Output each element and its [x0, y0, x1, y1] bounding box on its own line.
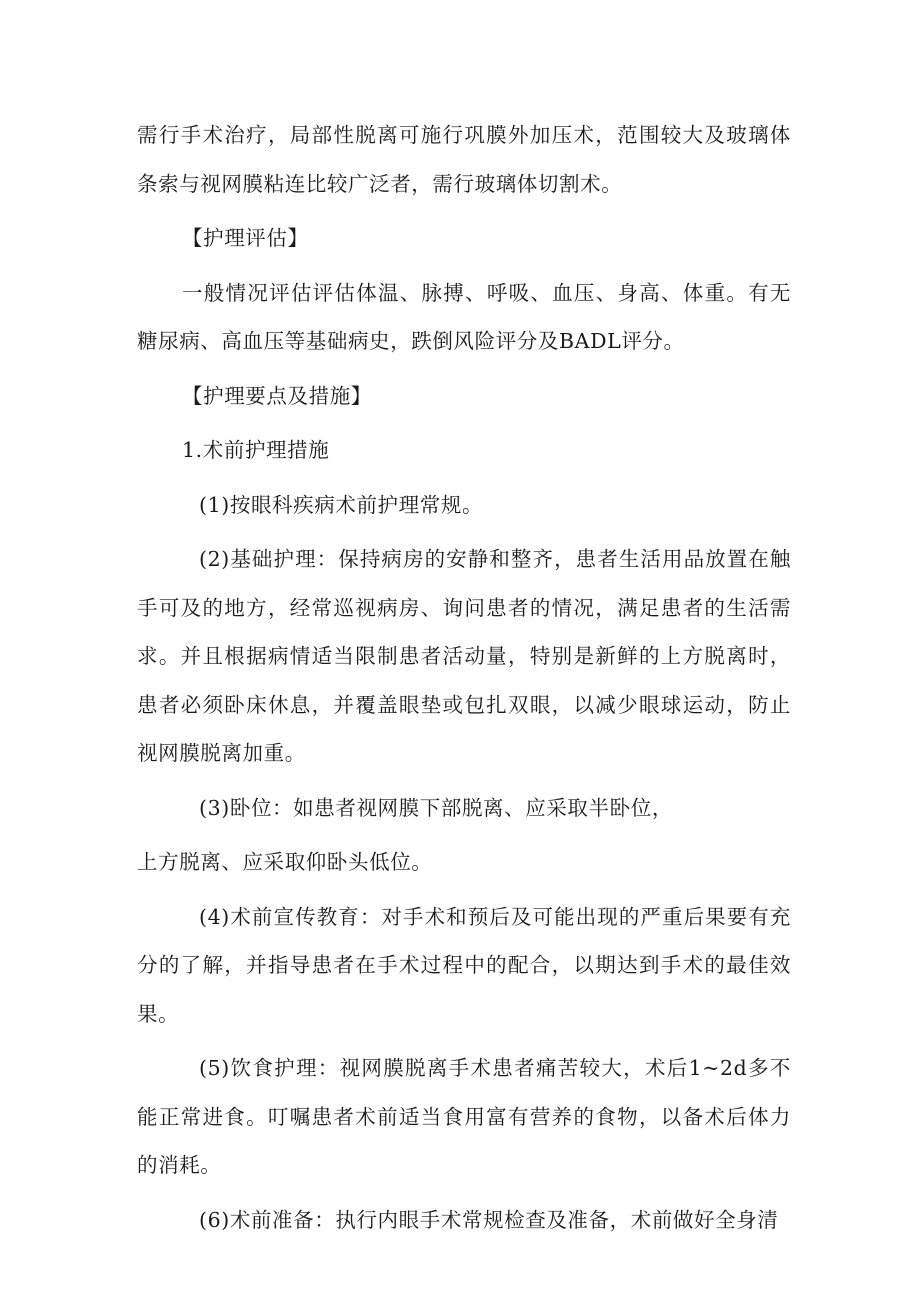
- section-heading-nursing-measures: 【护理要点及措施】: [182, 383, 372, 408]
- paragraph-general-assessment: 一般情况评估评估体温、脉搏、呼吸、血压、身高、体重。有无糖尿病、高血压等基础病史，跌倒风险评分及BADL评分。: [137, 280, 791, 353]
- subheading-preoperative-care: 1.术前护理措施: [182, 438, 330, 462]
- section-heading-nursing-assessment: 【护理评估】: [182, 226, 309, 250]
- item-1-routine-care: (1)按眼科疾病术前护理常规。: [199, 492, 484, 517]
- item-5-diet-care: (5)饮食护理：视网膜脱离手术患者痛苦较大，术后1~2d多不能正常进食。叮嘱患者术前适当食用富有营养的食物，以备术后体力的消耗。: [137, 1056, 791, 1177]
- paragraph-surgery-treatment: 需行手术治疗，局部性脱离可施行巩膜外加压术，范围较大及玻璃体条索与视网膜粘连比较广泛者，需行玻璃体切割术。: [137, 123, 791, 196]
- document-body: [137, 111, 791, 1244]
- item-3-continuation: 上方脱离、应采取仰卧头低位。: [137, 850, 433, 874]
- item-4-preoperative-education: (4)术前宣传教育：对手术和预后及可能出现的严重后果要有充分的了解，并指导患者在手术过程中的配合，以期达到手术的最佳效果。: [137, 904, 791, 1026]
- item-3-body-position: (3)卧位：如患者视网膜下部脱离、应采取半卧位，: [199, 795, 673, 820]
- item-2-basic-care: (2)基础护理：保持病房的安静和整齐，患者生活用品放置在触手可及的地方，经常巡视病房、询问患者的情况，满足患者的生活需求。并且根据病情适当限制患者活动量，特别是新鲜的上方脱离时，患者必须卧床休息，并覆盖眼垫或包扎双眼，以减少眼球运动，防止视网膜脱离加重。: [137, 547, 791, 765]
- item-6-preoperative-preparation: (6)术前准备：执行内眼手术常规检查及准备，术前做好全身清: [199, 1207, 779, 1232]
